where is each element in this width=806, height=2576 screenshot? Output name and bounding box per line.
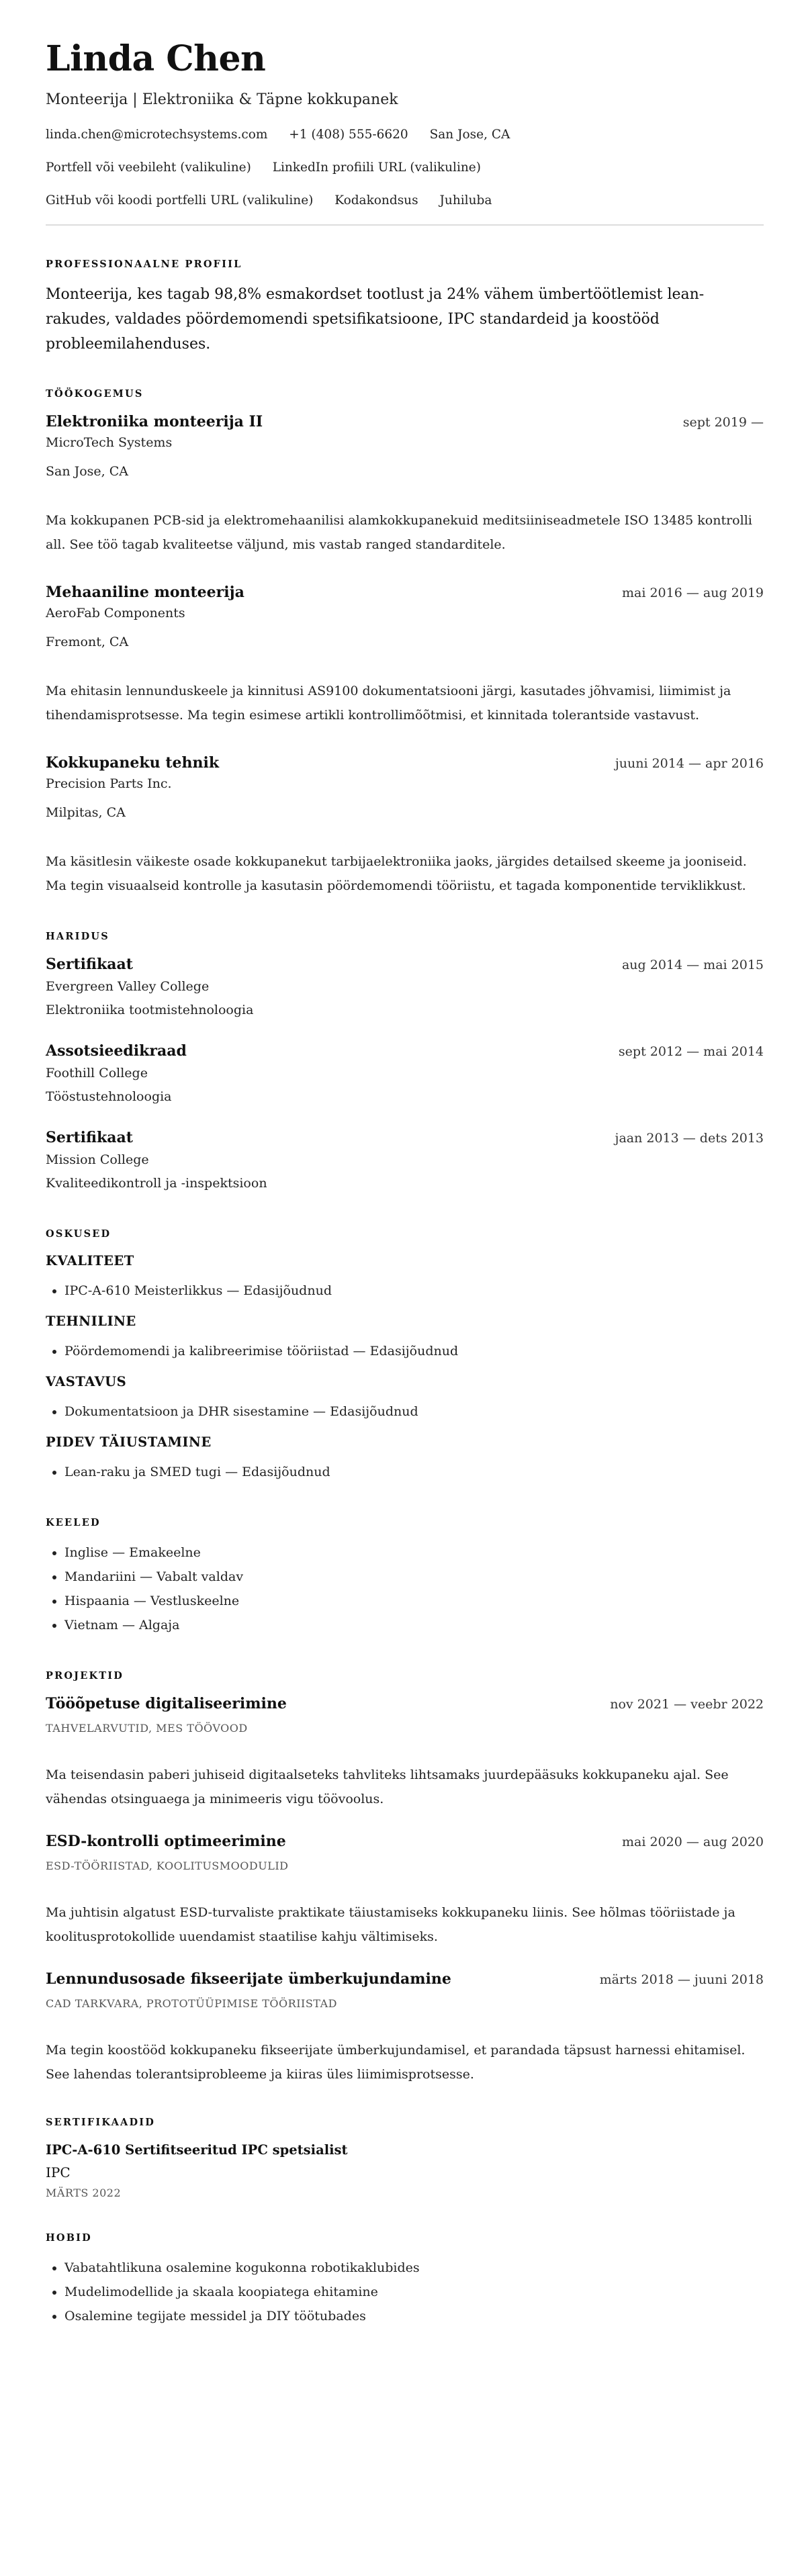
job-dates: juuni 2014 — apr 2016: [615, 756, 764, 771]
languages-section: [46, 1516, 764, 1637]
section-heading: HARIDUS: [46, 931, 109, 942]
drivers-license: Juhiluba: [439, 193, 492, 208]
language-item: • Inglise — Emakeelne: [64, 1540, 764, 1565]
contact-line: [46, 158, 764, 178]
job-location: Milpitas, CA: [46, 805, 126, 820]
job-entry: [46, 412, 764, 557]
summary-section: [46, 258, 764, 357]
project-title: ESD-kontrolli optimeerimine: [46, 1833, 286, 1850]
company: MicroTech Systems: [46, 435, 173, 450]
project-tags: TAHVELARVUTID, MES TÖÖVOOD: [46, 1722, 248, 1735]
summary-text: Monteerija, kes tagab 98,8% esmakordset tootlust ja 24% vähem ümbertöötlemist lean-rakudes, valdades pöördemomendi spetsifikatsioone, IPC standardeid ja koostööd probleemilahenduses.: [46, 286, 705, 353]
education-entry: [46, 954, 764, 1022]
education-dates: jaan 2013 — dets 2013: [615, 1131, 764, 1146]
job-description: Ma kokkupanen PCB-sid ja elektromehaanilisi alamkokkupanekuid meditsiiniseadmetele ISO 13485 kontrolli all. See töö tagab kvaliteetse väljund, mis vastab ranged standarditele.: [46, 513, 752, 552]
degree: Assotsieedikraad: [46, 1042, 187, 1060]
language-item: • Mandariini — Vabalt valdav: [64, 1565, 764, 1589]
project-dates: märts 2018 — juuni 2018: [599, 1972, 764, 1987]
experience-section: [46, 387, 764, 898]
linkedin-link: LinkedIn profiili URL (valikuline): [272, 160, 481, 175]
job-location: San Jose, CA: [46, 464, 129, 479]
email-link[interactable]: linda.chen@microtechsystems.com: [46, 128, 268, 142]
education-entry: [46, 1041, 764, 1109]
header-divider: [46, 224, 764, 226]
certification-entry: [46, 2140, 764, 2202]
certification-name: IPC-A-610 Sertifitseeritud IPC spetsialist: [46, 2142, 348, 2158]
skill-category: TEHNILINE: [46, 1314, 136, 1329]
phone-number: +1 (408) 555-6620: [289, 128, 408, 142]
project-entry: [46, 1969, 764, 2086]
project-description: Ma teisendasin paberi juhiseid digitaalseteks tahvliteks lihtsamaks juurdepääsuks kokkupaneku ajal. See vähendas otsinguaega ja minimeeris vigu töövoolus.: [46, 1767, 729, 1806]
project-dates: nov 2021 — veebr 2022: [610, 1697, 764, 1712]
field-of-study: Elektroniika tootmistehnoloogia: [46, 1003, 254, 1017]
section-heading: HOBID: [46, 2232, 92, 2244]
resume-header: [46, 39, 764, 211]
school: Mission College: [46, 1152, 149, 1167]
skill-category: VASTAVUS: [46, 1374, 127, 1389]
certification-issuer: IPC: [46, 2164, 71, 2180]
projects-section: [46, 1669, 764, 2086]
degree: Sertifikaat: [46, 956, 133, 973]
section-heading: OSKUSED: [46, 1228, 111, 1240]
certification-date: MÄRTS 2022: [46, 2187, 122, 2199]
school: Foothill College: [46, 1066, 148, 1080]
skill-group: [46, 1373, 764, 1424]
skill-item: • Dokumentatsioon ja DHR sisestamine — Edasijõudnud: [64, 1399, 764, 1424]
skills-section: [46, 1228, 764, 1484]
hobbies-section: [46, 2232, 764, 2328]
project-description: Ma tegin koostööd kokkupaneku fikseerijate ümberkujundamisel, et parandada täpsust harnessi ehitamisel. See lahendas tolerantsiprobleeme ja kiiras üles liimimisprotsesse.: [46, 2043, 746, 2082]
school: Evergreen Valley College: [46, 979, 210, 994]
contact-line: [46, 191, 764, 211]
job-title: Mehaaniline monteerija: [46, 584, 244, 601]
section-heading: PROJEKTID: [46, 1670, 124, 1682]
project-title: Lennundusosade fikseerijate ümberkujundamine: [46, 1970, 451, 1988]
section-heading: SERTIFIKAADID: [46, 2117, 156, 2128]
skill-group: [46, 1252, 764, 1303]
degree: Sertifikaat: [46, 1129, 133, 1146]
portfolio-link: Portfell või veebileht (valikuline): [46, 160, 251, 175]
education-dates: sept 2012 — mai 2014: [618, 1044, 764, 1059]
job-location: Fremont, CA: [46, 635, 129, 649]
skill-item: • IPC-A-610 Meisterlikkus — Edasijõudnud: [64, 1279, 764, 1303]
education-section: [46, 930, 764, 1195]
skill-item: • Lean-raku ja SMED tugi — Edasijõudnud: [64, 1460, 764, 1484]
contact-line: [46, 125, 764, 145]
skill-category: PIDEV TÄIUSTAMINE: [46, 1434, 212, 1450]
project-dates: mai 2020 — aug 2020: [621, 1835, 764, 1849]
contact-info: [46, 125, 764, 211]
company: Precision Parts Inc.: [46, 776, 172, 791]
project-tags: CAD TARKVARA, PROTOTÜÜPIMISE TÖÖRIISTAD: [46, 1997, 337, 2010]
section-heading: KEELED: [46, 1517, 101, 1528]
project-title: Tööõpetuse digitaliseerimine: [46, 1695, 287, 1712]
candidate-headline: Monteerija | Elektroniika & Täpne kokkupanek: [46, 91, 398, 108]
job-title: Kokkupaneku tehnik: [46, 754, 220, 772]
project-tags: ESD-TÖÖRIISTAD, KOOLITUSMOODULID: [46, 1859, 289, 1872]
project-description: Ma juhtisin algatust ESD-turvaliste praktikate täiustamiseks kokkupaneku liinis. See hõlmas tööriistade ja koolitusprotokollide uuendamist staatilise kahju vältimiseks.: [46, 1905, 735, 1944]
job-title: Elektroniika monteerija II: [46, 413, 263, 430]
field-of-study: Tööstustehnoloogia: [46, 1089, 172, 1104]
project-entry: [46, 1694, 764, 1811]
education-entry: [46, 1128, 764, 1195]
hobby-item: • Osalemine tegijate messidel ja DIY töötubades: [64, 2304, 764, 2328]
company: AeroFab Components: [46, 606, 185, 620]
section-heading: TÖÖKOGEMUS: [46, 388, 144, 400]
job-dates: mai 2016 — aug 2019: [621, 586, 764, 600]
skill-category: KVALITEET: [46, 1253, 134, 1269]
hobby-item: • Vabatahtlikuna osalemine kogukonna robotikaklubides: [64, 2256, 764, 2280]
citizenship: Kodakondsus: [334, 193, 418, 208]
language-item: • Hispaania — Vestluskeelne: [64, 1589, 764, 1613]
skill-group: [46, 1433, 764, 1484]
education-dates: aug 2014 — mai 2015: [621, 958, 764, 972]
field-of-study: Kvaliteedikontroll ja -inspektsioon: [46, 1176, 267, 1191]
job-dates: sept 2019 —: [682, 415, 764, 430]
job-description: Ma ehitasin lennunduskeele ja kinnitusi AS9100 dokumentatsiooni järgi, kasutades jõhvamisi, liimimist ja tihendamisprotsesse. Ma tegin esimese artikli kontrollimõõtmisi, et kinnitada tolerantside vastavust.: [46, 684, 731, 723]
skill-item: • Pöördemomendi ja kalibreerimise tööriistad — Edasijõudnud: [64, 1339, 764, 1363]
section-heading: PROFESSIONAALNE PROFIIL: [46, 259, 242, 270]
job-entry: [46, 753, 764, 898]
skill-group: [46, 1312, 764, 1363]
job-description: Ma käsitlesin väikeste osade kokkupanekut tarbijaelektroniika jaoks, järgides detailsed skeeme ja jooniseid. Ma tegin visuaalseid kontrolle ja kasutasin pöördemomendi tööriistu, et tagada komponentide terviklikkust.: [46, 854, 747, 893]
language-item: • Vietnam — Algaja: [64, 1613, 764, 1637]
project-entry: [46, 1831, 764, 1949]
candidate-name: Linda Chen: [46, 38, 266, 79]
job-entry: [46, 582, 764, 727]
github-link: GitHub või koodi portfelli URL (valikuline): [46, 193, 314, 208]
location: San Jose, CA: [429, 128, 510, 142]
hobby-item: • Mudelimodellide ja skaala koopiatega ehitamine: [64, 2280, 764, 2304]
certifications-section: [46, 2116, 764, 2202]
